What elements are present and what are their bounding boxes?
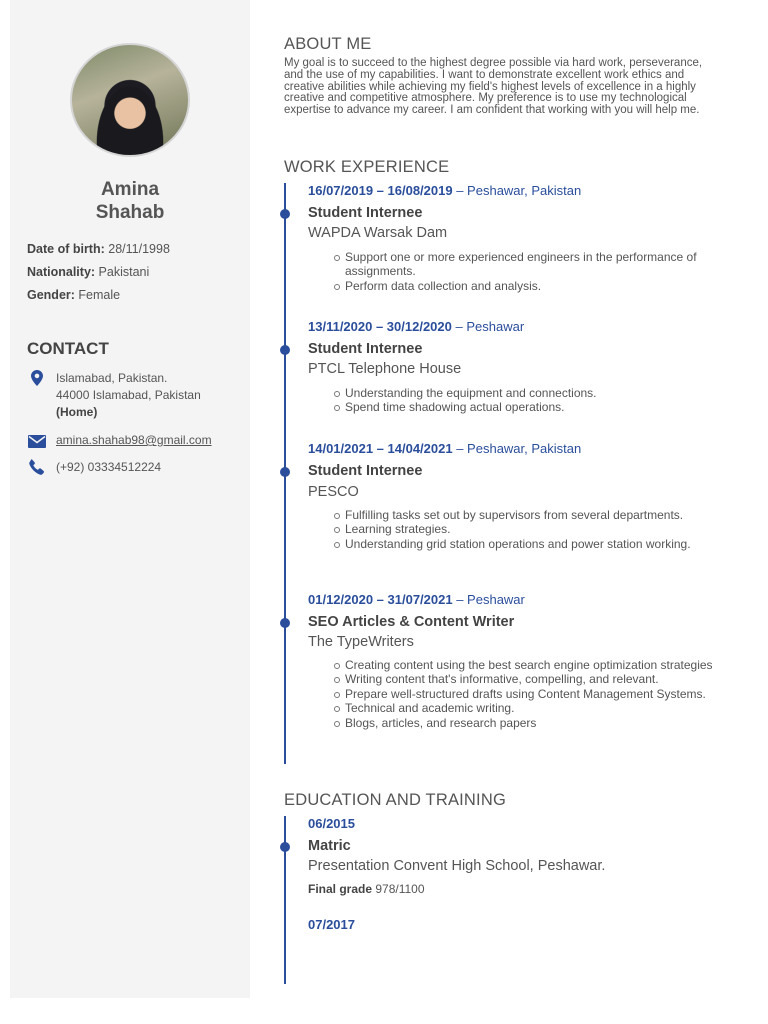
phone-icon (27, 459, 47, 475)
dob-value: 28/11/1998 (108, 242, 170, 256)
education-item-1-school: Presentation Convent High School, Peshawar. (308, 858, 606, 874)
work-item-1-org: WAPDA Warsak Dam (308, 225, 448, 241)
location-pin-icon (27, 370, 47, 386)
list-item: Spend time shadowing actual operations. (334, 400, 724, 414)
email-link[interactable]: amina.shahab98@gmail.com (56, 433, 212, 447)
timeline-dot (280, 209, 290, 219)
phone-number: (+92) 03334512224 (56, 460, 162, 474)
address-type: (Home) (56, 405, 98, 419)
date: 06/2015 (308, 816, 355, 831)
work-item-3-role: Student Internee (308, 463, 423, 479)
work-item-2-bullets (334, 386, 724, 415)
first-name: Amina (100, 179, 160, 200)
timeline-dot (280, 345, 290, 355)
gender (27, 287, 120, 303)
grade-label: Final grade (308, 882, 373, 896)
location: – Peshawar, Pakistan (456, 183, 582, 198)
work-item-1-bullets (334, 250, 724, 293)
list-item: Prepare well-structured drafts using Content Management Systems. (334, 687, 724, 701)
list-item: Understanding grid station operations and power station working. (334, 537, 724, 551)
work-item-1-role: Student Internee (308, 205, 423, 221)
work-item-2-date (308, 319, 524, 334)
list-item: Writing content that's informative, compelling, and relevant. (334, 672, 724, 686)
nationality (27, 264, 149, 280)
list-item: Support one or more experienced engineers in the performance of assignments. (334, 250, 724, 279)
list-item: Perform data collection and analysis. (334, 279, 724, 293)
dob-label: Date of birth: (27, 242, 105, 256)
date-range: 01/12/2020 – 31/07/2021 (308, 592, 453, 607)
work-item-3-date (308, 441, 581, 456)
list-item: Blogs, articles, and research papers (334, 716, 724, 730)
about-title: ABOUT ME (284, 35, 372, 53)
contact-title: CONTACT (27, 339, 109, 358)
gender-value: Female (78, 288, 121, 302)
address-line1: Islamabad, Pakistan. (56, 371, 168, 385)
work-item-4-role: SEO Articles & Content Writer (308, 614, 515, 630)
timeline-dot (280, 618, 290, 628)
date-of-birth (27, 241, 170, 257)
date: 07/2017 (308, 917, 355, 932)
list-item: Creating content using the best search engine optimization strategies (334, 658, 724, 672)
education-item-1-date (308, 816, 355, 831)
timeline-dot (280, 467, 290, 477)
profile-photo (70, 43, 190, 157)
list-item: Understanding the equipment and connections. (334, 386, 724, 400)
work-item-4-bullets (334, 658, 724, 730)
last-name: Shahab (95, 202, 165, 223)
contact-phone (27, 459, 161, 476)
work-item-3-org: PESCO (308, 484, 359, 500)
contact-email[interactable] (27, 432, 212, 449)
location: – Peshawar, Pakistan (456, 441, 582, 456)
address-line2: 44000 Islamabad, Pakistan (56, 388, 201, 402)
work-item-4-date (308, 592, 525, 607)
timeline-dot (280, 842, 290, 852)
grade-value: 978/1100 (375, 882, 425, 896)
work-item-4-org: The TypeWriters (308, 634, 414, 650)
date-range: 13/11/2020 – 30/12/2020 (308, 319, 452, 334)
date-range: 14/01/2021 – 14/04/2021 (308, 441, 453, 456)
list-item: Fulfilling tasks set out by supervisors from several departments. (334, 508, 724, 522)
work-item-2-org: PTCL Telephone House (308, 361, 462, 377)
full-name (10, 178, 250, 224)
education-item-1-title: Matric (308, 838, 351, 854)
education-item-1-grade (308, 882, 425, 896)
gender-label: Gender: (27, 288, 75, 302)
location: – Peshawar (456, 592, 525, 607)
location: – Peshawar (455, 319, 525, 334)
envelope-icon (27, 432, 47, 448)
nationality-label: Nationality: (27, 265, 96, 279)
education-item-2-date (308, 917, 355, 932)
education-title: EDUCATION AND TRAINING (284, 791, 506, 809)
about-text: My goal is to succeed to the highest degree possible via hard work, perseverance, and the use of my capabilities. I want to demonstrate excellent work ethics and creative abilities while achieving my field's highest levels of excellence in a highly creative and competitive atmosphere. My preference is to use my technological expertise to advance my career. I am confident that working with you will help me. (284, 57, 703, 117)
sidebar (10, 0, 250, 998)
list-item: Learning strategies. (334, 522, 724, 536)
work-item-3-bullets (334, 508, 724, 551)
date-range: 16/07/2019 – 16/08/2019 (308, 183, 453, 198)
nationality-value: Pakistani (98, 265, 150, 279)
list-item: Technical and academic writing. (334, 701, 724, 715)
contact-address (27, 370, 201, 421)
work-item-1-date (308, 183, 581, 198)
work-title: WORK EXPERIENCE (284, 158, 450, 176)
work-item-2-role: Student Internee (308, 341, 423, 357)
